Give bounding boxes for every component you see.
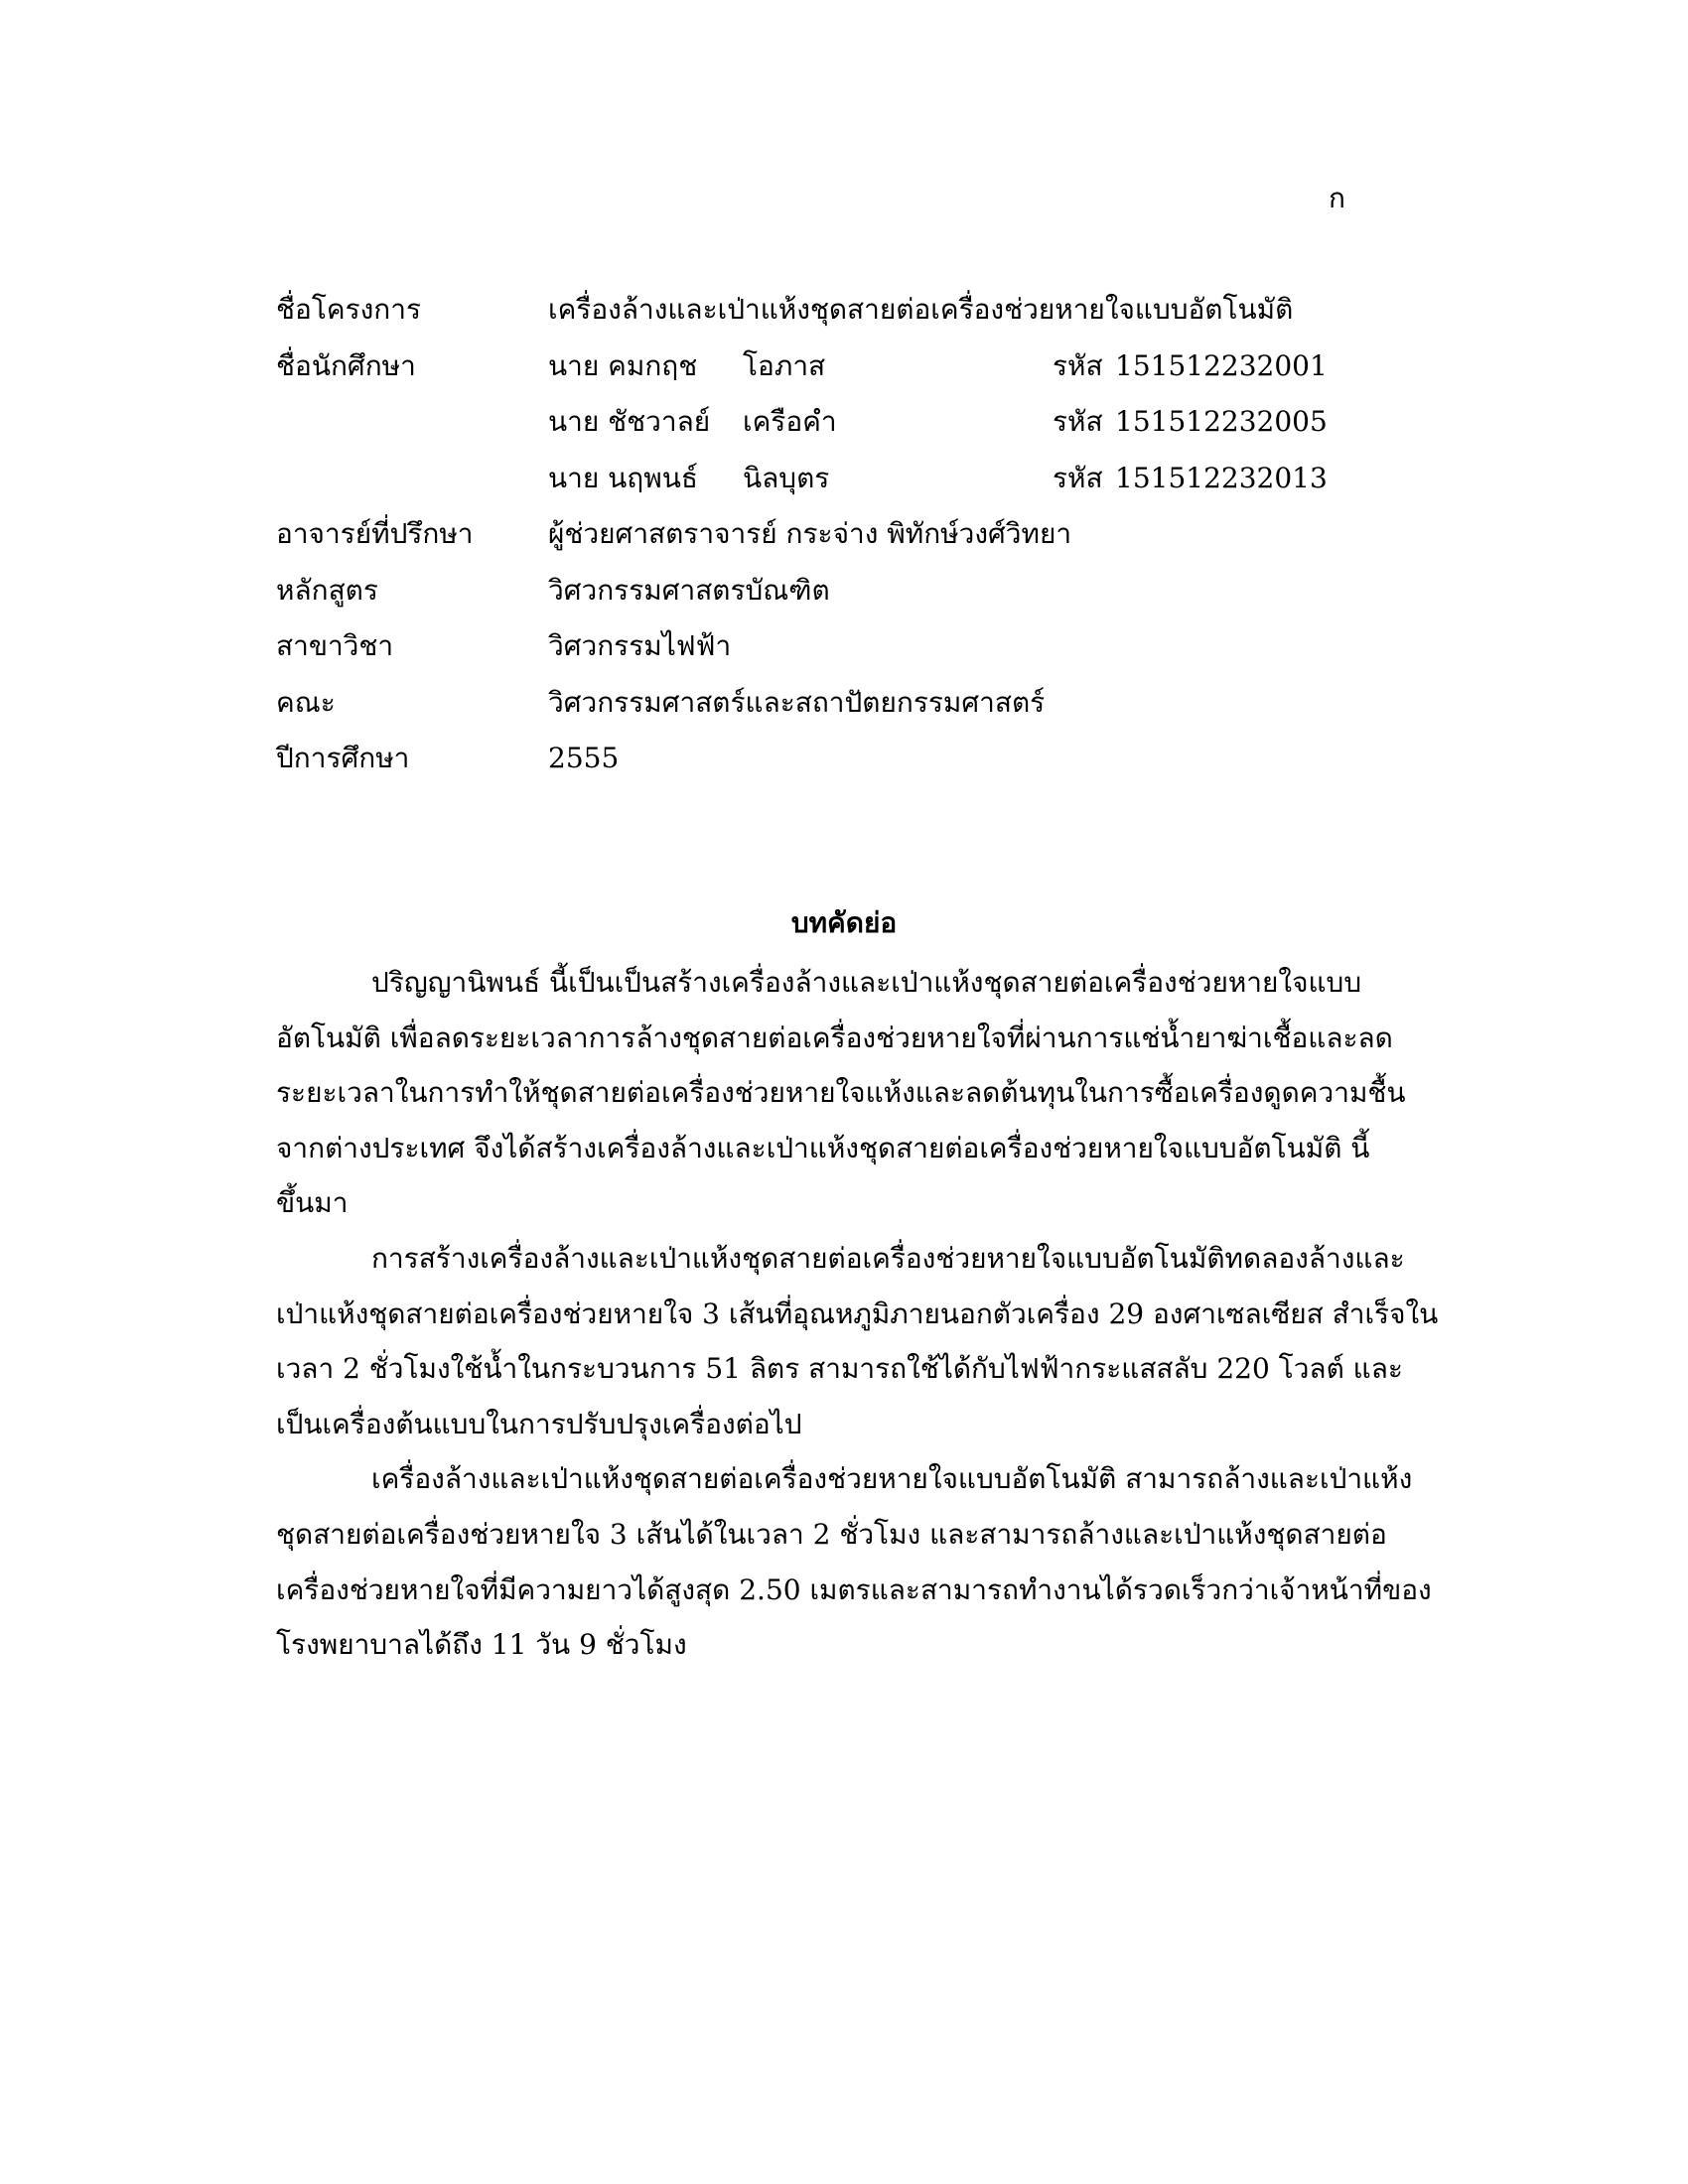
faculty-label: คณะ	[276, 685, 336, 719]
project-value: เครื่องล้างและเป่าแห้งชุดสายต่อเครื่องช่วยหายใจแบบอัตโนมัติ	[548, 293, 1294, 326]
student-id-label: รหัส	[1053, 461, 1103, 494]
project-info	[276, 290, 1368, 795]
student-row	[276, 402, 1368, 459]
abstract-line: เครื่องช่วยหายใจที่มีความยาวได้สูงสุด 2.50 เมตรและสามารถทำงานได้รวดเร็วกว่าเจ้าหน้าที่ของ	[276, 1572, 1432, 1606]
student-first-name: นาย นฤพนธ์	[548, 461, 698, 494]
student-last-name: เครือคำ	[743, 405, 837, 438]
student-first-name: นาย คมกฤช	[548, 348, 698, 382]
student-last-name: นิลบุตร	[743, 461, 830, 494]
abstract-line: เวลา 2 ชั่วโมงใช้น้ำในกระบวนการ 51 ลิตร สามารถใช้ได้กับไฟฟ้ากระแสสลับ 220 โวลต์ และ	[276, 1352, 1403, 1386]
major-value: วิศวกรรมไฟฟ้า	[548, 629, 732, 662]
major-row	[276, 626, 1368, 683]
curriculum-label: หลักสูตร	[276, 573, 378, 607]
abstract-body	[276, 963, 1439, 1681]
abstract-line: ขึ้นมา	[276, 1186, 349, 1220]
student-id-label: รหัส	[1053, 405, 1103, 438]
academic-year-label: ปีการศึกษา	[276, 742, 410, 774]
abstract-line: ระยะเวลาในการทำให้ชุดสายต่อเครื่องช่วยหายใจแห้งและลดต้นทุนในการซื้อเครื่องดูดความชื้น	[276, 1076, 1406, 1110]
abstract-line: จากต่างประเทศ จึงได้สร้างเครื่องล้างและเป่าแห้งชุดสายต่อเครื่องช่วยหายใจแบบอัตโนมัติ นี้	[276, 1131, 1370, 1164]
student-id: 151512232001	[1115, 348, 1328, 382]
academic-year-value: 2555	[548, 742, 620, 774]
advisor-row	[276, 514, 1368, 571]
abstract-line: การสร้างเครื่องล้างและเป่าแห้งชุดสายต่อเครื่องช่วยหายใจแบบอัตโนมัติทดลองล้างและ	[371, 1241, 1405, 1275]
advisor-value: ผู้ช่วยศาสตราจารย์ กระจ่าง พิทักษ์วงศ์วิทยา	[548, 517, 1072, 550]
abstract-line: เป่าแห้งชุดสายต่อเครื่องช่วยหายใจ 3 เส้นที่อุณหภูมิภายนอกตัวเครื่อง 29 องศาเซลเซียส สำเร็จใน	[276, 1297, 1439, 1330]
abstract-line: เป็นเครื่องต้นแบบในการปรับปรุงเครื่องต่อไป	[276, 1407, 802, 1440]
project-row	[276, 290, 1368, 346]
abstract-line: ปริญญานิพนธ์ นี้เป็นเป็นสร้างเครื่องล้างและเป่าแห้งชุดสายต่อเครื่องช่วยหายใจแบบ	[371, 966, 1362, 999]
project-label: ชื่อโครงการ	[276, 293, 422, 326]
student-row	[276, 459, 1368, 515]
abstract-line: เครื่องล้างและเป่าแห้งชุดสายต่อเครื่องช่วยหายใจแบบอัตโนมัติ สามารถล้างและเป่าแห้ง	[371, 1462, 1413, 1496]
advisor-label: อาจารย์ที่ปรึกษา	[276, 517, 474, 550]
student-id: 151512232005	[1115, 405, 1328, 438]
students-label: ชื่อนักศึกษา	[276, 348, 416, 382]
student-id-label: รหัส	[1053, 348, 1103, 382]
abstract-line: ชุดสายต่อเครื่องช่วยหายใจ 3 เส้นได้ในเวลา 2 ชั่วโมง และสามารถล้างและเป่าแห้งชุดสายต่อ	[276, 1517, 1387, 1551]
faculty-row	[276, 683, 1368, 740]
curriculum-value: วิศวกรรมศาสตรบัณฑิต	[548, 573, 830, 607]
student-first-name: นาย ชัชวาลย์	[548, 405, 711, 438]
page-number: ก	[1329, 182, 1345, 214]
abstract-line: อัตโนมัติ เพื่อลดระยะเวลาการล้างชุดสายต่อเครื่องช่วยหายใจที่ผ่านการแช่น้ำยาฆ่าเชื้อและลด	[276, 1021, 1393, 1054]
student-id: 151512232013	[1115, 461, 1328, 494]
curriculum-row	[276, 571, 1368, 627]
student-row	[276, 346, 1368, 403]
abstract-line: โรงพยาบาลได้ถึง 11 วัน 9 ชั่วโมง	[276, 1628, 687, 1662]
faculty-value: วิศวกรรมศาสตร์และสถาปัตยกรรมศาสตร์	[548, 685, 1046, 719]
abstract-title: บทคัดย่อ	[790, 906, 898, 939]
student-last-name: โอภาส	[743, 348, 826, 382]
major-label: สาขาวิชา	[276, 629, 394, 662]
academic-year-row	[276, 739, 1368, 795]
